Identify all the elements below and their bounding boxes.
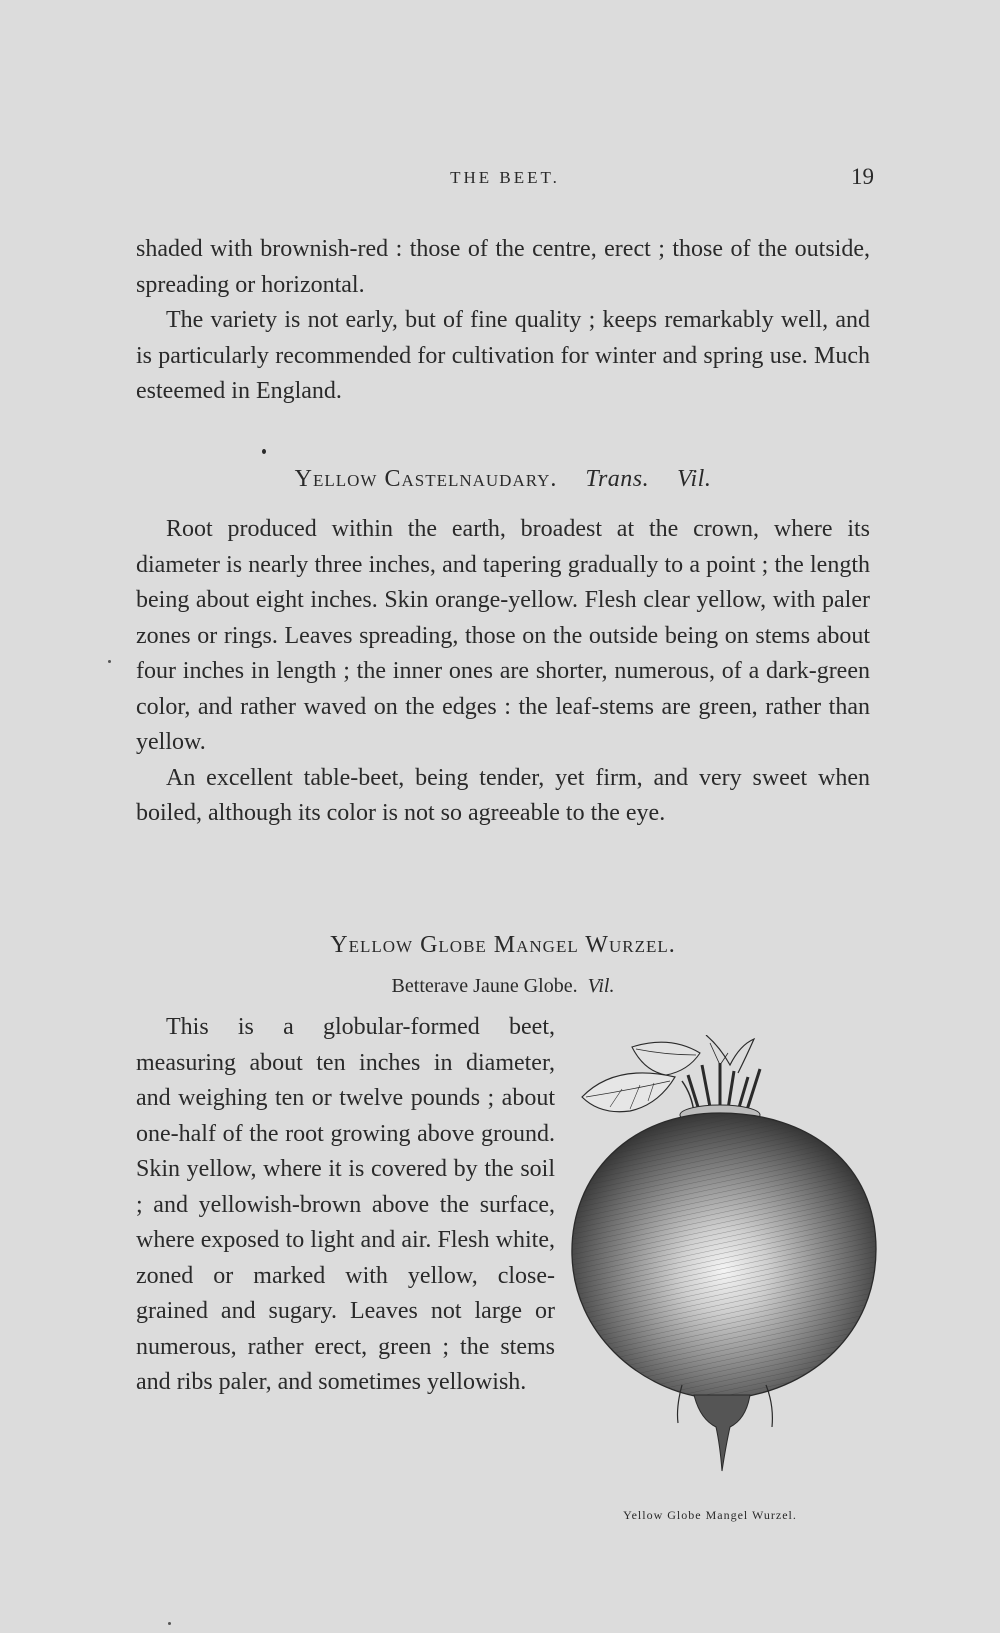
- figure-caption: Yellow Globe Mangel Wurzel.: [623, 1508, 797, 1522]
- paper-speck: [108, 660, 111, 663]
- synonym-name: Betterave Jaune Globe.: [391, 975, 578, 997]
- section-heading-castelnaudary: [136, 464, 870, 494]
- paper-speck: [168, 1622, 171, 1625]
- synonym-abbr: Vil.: [587, 975, 615, 997]
- mangel-wurzel-illustration: [570, 1035, 880, 1475]
- printer-mark: [262, 449, 266, 454]
- page-number: 19: [851, 164, 874, 189]
- variety-name: Yellow Castelnaudary.: [294, 466, 558, 492]
- mangel-wurzel-paragraph: This is a globular-formed beet, measuring about ten inches in diameter, and weighing ten or twelve pounds ; about one-half of the root growing above ground. Skin yellow, where it is covered by the soil ; and yellowish-brown above the surface, where exposed to light and air. Flesh white, zoned or marked with yellow, close-grained and sugary. Leaves not large or numerous, rather erect, green ; the stems and ribs paler, and sometimes yellowish.: [136, 1014, 555, 1395]
- reference-abbr-vil: Vil.: [677, 466, 712, 492]
- synonym-line: [136, 973, 870, 999]
- continued-text: [136, 232, 870, 410]
- mangel-wurzel-description: [136, 1010, 555, 1401]
- variety-name: Yellow Globe Mangel Wurzel.: [330, 932, 676, 958]
- running-title: THE BEET.: [450, 168, 560, 187]
- reference-abbr-trans: Trans.: [585, 466, 650, 492]
- continued-paragraph-2: The variety is not early, but of fine quality ; keeps remarkably well, and is particularly recommended for cultivation for winter and spring use. Much esteemed in England.: [136, 307, 870, 404]
- castelnaudary-description: [136, 512, 870, 832]
- castelnaudary-paragraph-2: An excellent table-beet, being tender, yet firm, and very sweet when boiled, although its color is not so agreeable to the eye.: [136, 764, 870, 826]
- section-heading-mangel-wurzel: [136, 930, 870, 960]
- castelnaudary-paragraph-1: Root produced within the earth, broadest at the crown, where its diameter is nearly three inches, and tapering gradually to a point ; the length being about eight inches. Skin orange-yellow. Flesh clear yellow, with paler zones or rings. Leaves spreading, those on the outside being on stems about four inches in length ; the inner ones are shorter, numerous, of a dark-green color, and rather waved on the edges : the leaf-stems are green, rather than yellow.: [136, 516, 870, 755]
- running-head: [136, 164, 874, 194]
- continued-paragraph-1: shaded with brownish-red : those of the centre, erect ; those of the outside, spreading or horizontal.: [136, 236, 870, 298]
